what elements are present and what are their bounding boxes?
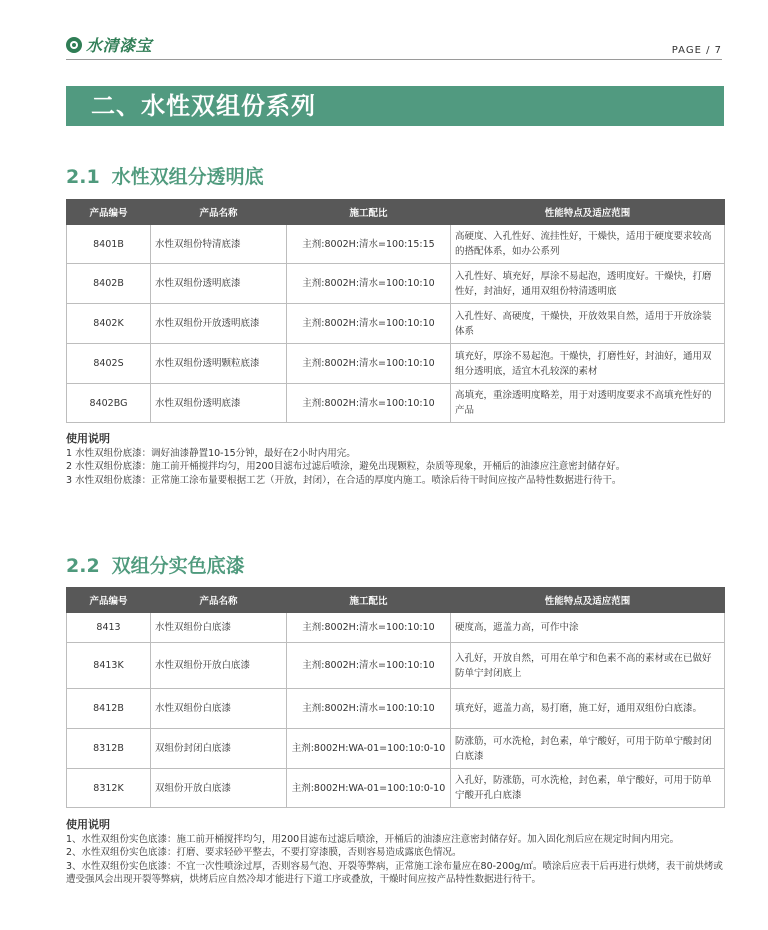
product-table: [66, 587, 725, 808]
header-divider: [66, 59, 722, 60]
table-header-row: [67, 200, 725, 225]
product-name: 水性双组份白底漆: [151, 689, 287, 729]
product-code: 8312K: [67, 769, 151, 808]
product-name: 水性双组份透明底漆: [151, 264, 287, 304]
section-title: [66, 162, 264, 189]
product-code: 8402S: [67, 344, 151, 384]
table-row: [67, 344, 725, 384]
logo-icon: [66, 37, 82, 53]
product-name: 水性双组份开放透明底漆: [151, 304, 287, 344]
brand-logo: [66, 33, 152, 56]
product-features: 高填充，重涂透明度略差，用于对透明度要求不高填充性好的产品: [451, 384, 725, 423]
mix-ratio: 主剂:8002H:清水=100:10:10: [287, 643, 451, 689]
product-code: 8312B: [67, 729, 151, 769]
section-heading: 水性双组分透明底: [111, 166, 264, 188]
page-number: PAGE / 7: [671, 45, 722, 56]
chapter-banner: 二、水性双组份系列: [66, 86, 724, 126]
notes-title: 使用说明: [66, 432, 110, 445]
product-name: 水性双组份透明颗粒底漆: [151, 344, 287, 384]
product-code: 8401B: [67, 225, 151, 264]
note-line: 1 水性双组份底漆：调好油漆静置10-15分钟，最好在2小时内用完。: [66, 447, 356, 459]
column-header: 产品编号: [67, 588, 151, 613]
table-row: [67, 729, 725, 769]
table-row: [67, 225, 725, 264]
mix-ratio: 主剂:8002H:清水=100:15:15: [287, 225, 451, 264]
usage-notes: [66, 818, 726, 887]
notes-title: 使用说明: [66, 818, 110, 831]
product-name: 双组份开放白底漆: [151, 769, 287, 808]
mix-ratio: 主剂:8002H:清水=100:10:10: [287, 613, 451, 643]
mix-ratio: 主剂:8002H:清水=100:10:10: [287, 344, 451, 384]
note-line: 1、水性双组份实色底漆：施工前开桶搅拌均匀，用200目滤布过滤后喷涂，开桶后的油漆应注意密封储存好。加入固化剂后应在规定时间内用完。: [66, 833, 680, 845]
product-name: 双组份封闭白底漆: [151, 729, 287, 769]
section-number: 2.1: [66, 166, 100, 188]
mix-ratio: 主剂:8002H:清水=100:10:10: [287, 264, 451, 304]
product-features: 入孔好，防涨筋，可水洗枪，封色素，单宁酸好，可用于防单宁酸开孔白底漆: [451, 769, 725, 808]
product-features: 入孔好，开放自然，可用在单宁和色素不高的素材或在已做好防单宁封闭底上: [451, 643, 725, 689]
product-name: 水性双组份白底漆: [151, 613, 287, 643]
table-header-row: [67, 588, 725, 613]
product-name: 水性双组份透明底漆: [151, 384, 287, 423]
column-header: 产品名称: [151, 588, 287, 613]
column-header: 施工配比: [287, 200, 451, 225]
table-row: [67, 304, 725, 344]
product-table: [66, 199, 725, 423]
mix-ratio: 主剂:8002H:WA-01=100:10:0-10: [287, 769, 451, 808]
mix-ratio: 主剂:8002H:清水=100:10:10: [287, 689, 451, 729]
column-header: 施工配比: [287, 588, 451, 613]
column-header: 产品名称: [151, 200, 287, 225]
product-features: 防涨筋，可水洗枪，封色素，单宁酸好，可用于防单宁酸封闭白底漆: [451, 729, 725, 769]
logo-text: 水清漆宝: [86, 36, 153, 55]
mix-ratio: 主剂:8002H:WA-01=100:10:0-10: [287, 729, 451, 769]
product-code: 8402K: [67, 304, 151, 344]
product-name: 水性双组份开放白底漆: [151, 643, 287, 689]
product-code: 8402BG: [67, 384, 151, 423]
mix-ratio: 主剂:8002H:清水=100:10:10: [287, 384, 451, 423]
section-number: 2.2: [66, 555, 100, 577]
product-name: 水性双组份特清底漆: [151, 225, 287, 264]
product-features: 高硬度、入孔性好、流挂性好，干燥快，适用于硬度要求较高的搭配体系，如办公系列: [451, 225, 725, 264]
product-code: 8413: [67, 613, 151, 643]
note-line: 2 水性双组份底漆：施工前开桶搅拌均匀，用200目滤布过滤后喷涂，避免出现颗粒，杂质等现象，开桶后的油漆应注意密封储存好。: [66, 461, 626, 472]
table-row: [67, 613, 725, 643]
product-code: 8412B: [67, 689, 151, 729]
product-features: 入孔性好、高硬度，干燥快，开放效果自然，适用于开放涂装体系: [451, 304, 725, 344]
column-header: 性能特点及适应范围: [451, 200, 725, 225]
product-features: 硬度高，遮盖力高，可作中涂: [451, 613, 725, 643]
column-header: 性能特点及适应范围: [451, 588, 725, 613]
product-features: 填充好，厚涂不易起泡。干燥快，打磨性好，封油好，通用双组分透明底，适宜木孔较深的素材: [451, 344, 725, 384]
product-code: 8402B: [67, 264, 151, 304]
table-row: [67, 643, 725, 689]
section-heading: 双组分实色底漆: [111, 555, 245, 577]
usage-notes: [66, 432, 726, 487]
column-header: 产品编号: [67, 200, 151, 225]
table-row: [67, 264, 725, 304]
product-code: 8413K: [67, 643, 151, 689]
note-line: 3、水性双组份实色底漆：不宜一次性喷涂过厚，否则容易气泡、开裂等弊病，正常施工涂布量应在80-200g/㎡。喷涂后应表干后再进行烘烤，表干前烘烤或遭受强风会出现开裂等弊病，烘烤后应自然冷却才能进行下道工序或叠放，干燥时间应按产品特性数据进行待干。: [66, 860, 723, 885]
note-line: 2、水性双组份实色底漆：打磨、要求轻砂平整去，不要打穿漆膜，否则容易造成露底色情况。: [66, 847, 462, 858]
mix-ratio: 主剂:8002H:清水=100:10:10: [287, 304, 451, 344]
table-row: [67, 689, 725, 729]
section-title: [66, 551, 245, 578]
product-features: 填充好，遮盖力高，易打磨，施工好，通用双组份白底漆。: [451, 689, 725, 729]
note-line: 3 水性双组份底漆：正常施工涂布量要根据工艺（开放，封闭），在合适的厚度内施工。喷涂后待干时间应按产品特性数据进行待干。: [66, 474, 622, 486]
table-row: [67, 769, 725, 808]
table-row: [67, 384, 725, 423]
product-features: 入孔性好、填充好，厚涂不易起泡，透明度好。干燥快，打磨性好，封油好，通用双组份特清透明底: [451, 264, 725, 304]
